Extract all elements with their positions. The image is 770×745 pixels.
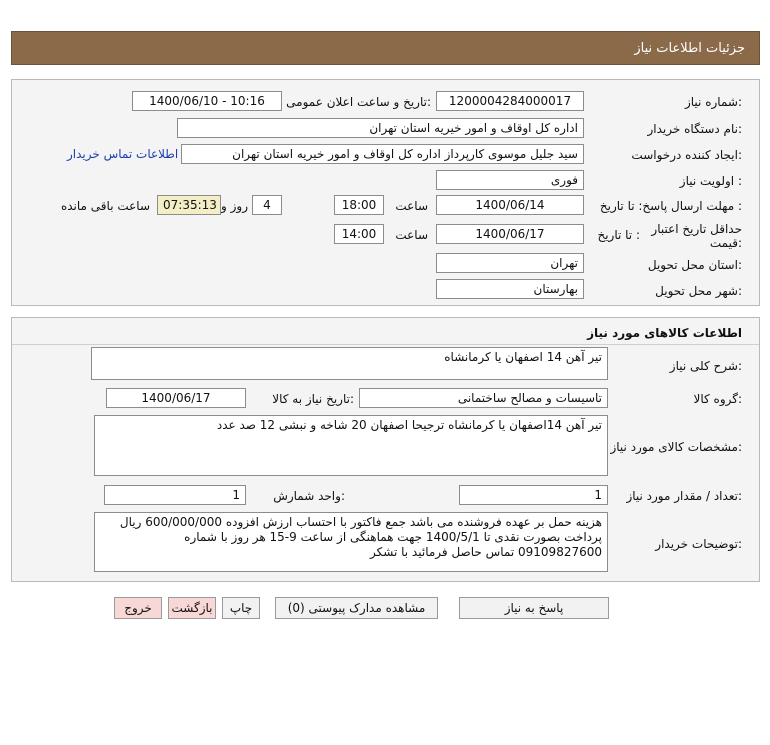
spec-field: تیر آهن 14اصفهان یا کرمانشاه ترجیحا اصفهان 20 شاخه و نبشی 12 صد عدد: [94, 415, 608, 476]
announce-field: 1400/06/10 - 10:16: [132, 91, 282, 111]
count-field: 1: [459, 485, 608, 505]
spec-label: مشخصات کالای مورد نیاز:: [610, 440, 742, 454]
page-header: [11, 31, 760, 65]
buyer-notes-field: هزینه حمل بر عهده فروشنده می باشد جمع فاکتور با احتساب ارزش افزوده 600/000/000 ریال پرداخت بصورت نقدی تا 1400/5/1 جهت هماهنگی از ساعت 9-15 هر روز با شماره 09109827600 تماس حاصل فرمائید با تشکر: [94, 512, 608, 572]
days-field: 4: [252, 195, 282, 215]
validity-to-label: تا تاریخ :: [597, 228, 640, 242]
priority-field: فوری: [436, 170, 584, 190]
group-field: تاسیسات و مصالح ساختمانی: [359, 388, 608, 408]
back-button[interactable]: بازگشت: [168, 597, 216, 619]
validity-date-field: 1400/06/17: [436, 224, 584, 244]
print-button[interactable]: چاپ: [222, 597, 260, 619]
need-number-label: شماره نیاز:: [684, 95, 742, 109]
send-time-field: 18:00: [334, 195, 384, 215]
buyer-org-label: نام دستگاه خریدار:: [647, 122, 742, 136]
count-label: تعداد / مقدار مورد نیاز:: [626, 489, 742, 503]
buyer-contact-link[interactable]: اطلاعات تماس خریدار: [67, 147, 179, 161]
need-date-field: 1400/06/17: [106, 388, 246, 408]
unit-label: واحد شمارش:: [273, 489, 345, 503]
section-divider: [12, 344, 759, 345]
creator-label: ایجاد کننده درخواست:: [631, 148, 742, 162]
province-field: تهران: [436, 253, 584, 273]
announce-label: تاریخ و ساعت اعلان عمومی:: [286, 95, 431, 109]
page-title: جزئیات اطلاعات نیاز: [634, 41, 745, 56]
city-field: بهارستان: [436, 279, 584, 299]
goods-section-title: اطلاعات کالاهای مورد نیاز: [587, 326, 742, 340]
validity-time-label: ساعت: [395, 228, 428, 242]
reply-button[interactable]: پاسخ به نیاز: [459, 597, 609, 619]
province-label: استان محل تحویل:: [647, 258, 742, 272]
send-time-label: ساعت: [395, 199, 428, 213]
attachments-button[interactable]: مشاهده مدارک پیوستی (0): [275, 597, 438, 619]
send-date-field: 1400/06/14: [436, 195, 584, 215]
desc-label: شرح کلی نیاز:: [669, 359, 742, 373]
city-label: شهر محل تحویل:: [655, 284, 742, 298]
need-date-label: تاریخ نیاز به کالا:: [272, 392, 354, 406]
days-label: روز و: [221, 199, 248, 213]
send-deadline-label: مهلت ارسال پاسخ: تا تاریخ :: [599, 199, 742, 213]
remaining-time-field: 07:35:13: [157, 195, 221, 215]
creator-field: سید جلیل موسوی کارپرداز اداره کل اوقاف و امور خیریه استان تهران: [181, 144, 584, 164]
priority-label: اولویت نیاز :: [679, 174, 742, 188]
need-number-field: 1200004284000017: [436, 91, 584, 111]
validity-time-field: 14:00: [334, 224, 384, 244]
validity-label: حداقل تاریخ اعتبار قیمت:: [651, 222, 742, 250]
buyer-notes-label: توضیحات خریدار:: [655, 537, 742, 551]
group-label: گروه کالا:: [693, 392, 742, 406]
desc-field: تیر آهن 14 اصفهان یا کرمانشاه: [91, 347, 608, 380]
buyer-org-field: اداره کل اوقاف و امور خیریه استان تهران: [177, 118, 584, 138]
remaining-label: ساعت باقی مانده: [60, 199, 150, 213]
exit-button[interactable]: خروج: [114, 597, 162, 619]
unit-field: 1: [104, 485, 246, 505]
